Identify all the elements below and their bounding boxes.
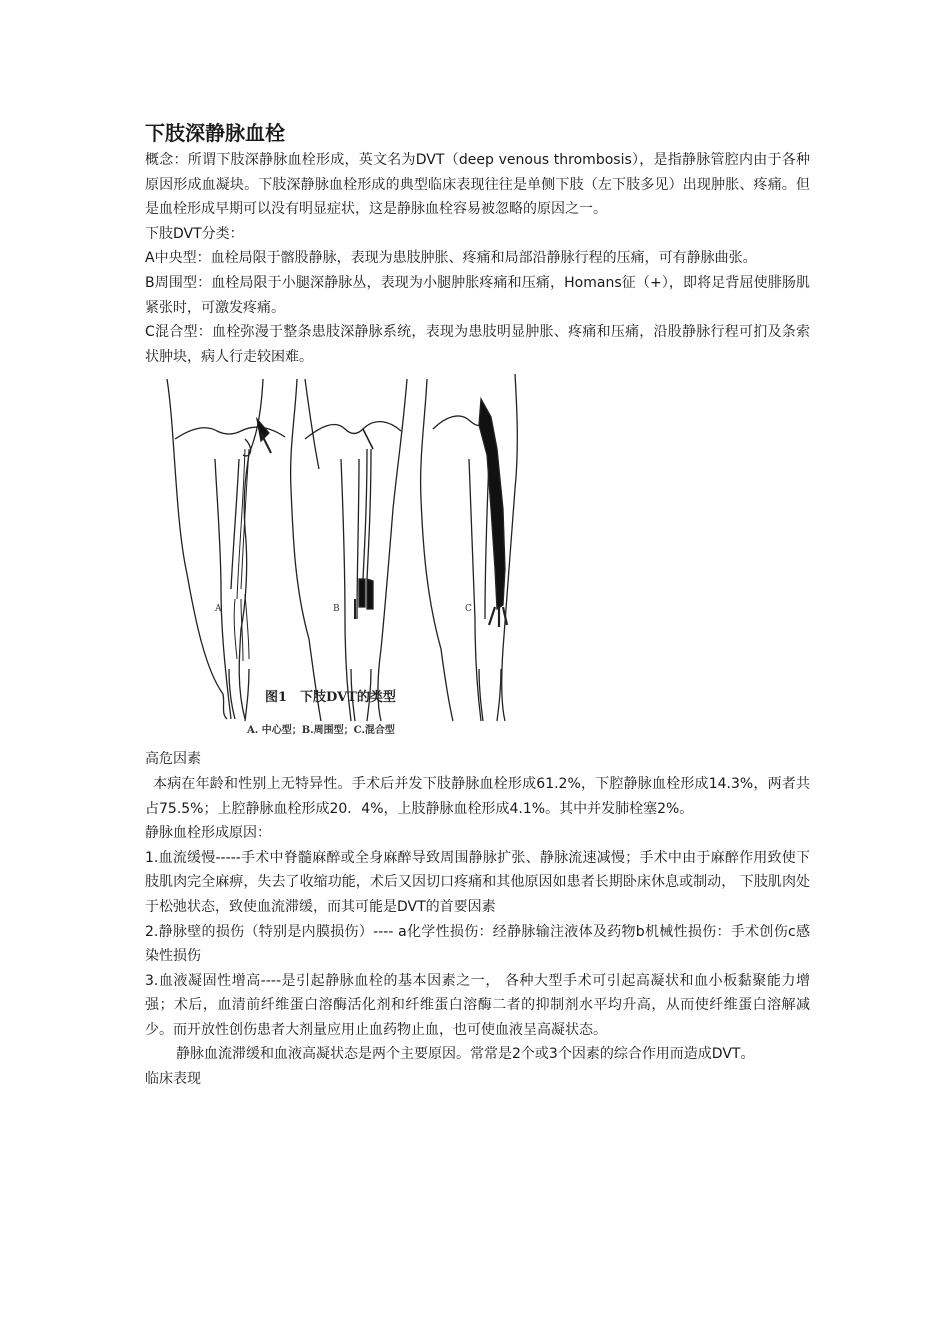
panel-label-b: B xyxy=(333,604,340,615)
panel-label-a: A xyxy=(215,604,222,615)
figure-subcaption: A. 中心型；B.周围型；C.混合型 xyxy=(247,725,395,737)
risk-factors-heading: 高危因素 xyxy=(145,751,201,768)
clinical-heading: 临床表现 xyxy=(145,1071,201,1088)
dvt-legs-illustration xyxy=(145,369,810,747)
classification-heading: 下肢DVT分类： xyxy=(145,225,244,242)
dvt-types-figure xyxy=(145,369,810,747)
leg-panel-a xyxy=(167,379,319,721)
leg-panel-b xyxy=(291,379,407,721)
cause-3-paragraph: 3.血液凝固性增高----是引起静脉血栓的基本因素之一， 各种大型手术可引起高凝状和血小板黏聚能力增强；术后，血清前纤维蛋白溶酶活化剂和纤维蛋白溶酶二者的抑制剂水平均升高，从而使纤维蛋白溶解减少。而开放性创伤患者大剂量应用止血药物止血，也可使血液呈高凝状态。 xyxy=(145,972,810,1038)
concept-paragraph: 概念：所谓下肢深静脉血栓形成，英文名为DVT（deep venous thrombosis），是指静脉管腔内由于各种原因形成血凝块。下肢深静脉血栓形成的典型临床表现往往是单侧下肢（左下肢多见）出现肿胀、疼痛。但是血栓形成早期可以没有明显症状，这是静脉血栓容易被忽略的原因之一。 xyxy=(145,152,810,218)
risk-statistics-paragraph: 本病在年龄和性别上无特异性。手术后并发下肢静脉血栓形成61.2%，下腔静脉血栓形成14.3%，两者共占75.5%；上腔静脉血栓形成20．4%，上肢静脉血栓形成4.1%。其中并发肺栓塞2%。 xyxy=(145,775,810,817)
figure-caption: 图1 下肢DVT的类型 xyxy=(265,690,396,706)
document-page xyxy=(145,118,810,1092)
causes-heading: 静脉血栓形成原因： xyxy=(145,825,271,842)
cause-2-paragraph: 2.静脉壁的损伤（特别是内膜损伤）---- a化学性损伤：经静脉输注液体及药物b机械性损伤：手术创伤c感染性损伤 xyxy=(145,923,810,965)
type-c-paragraph: C混合型：血栓弥漫于整条患肢深静脉系统，表现为患肢明显肿胀、疼痛和压痛，沿股静脉行程可扪及条索状肿块，病人行走较困难。 xyxy=(145,324,810,365)
leg-panel-c xyxy=(421,374,518,721)
type-b-paragraph: B周围型：血栓局限于小腿深静脉丛，表现为小腿肿胀疼痛和压痛，Homans征（+），即将足背屈使腓肠肌紧张时，可激发疼痛。 xyxy=(145,274,810,316)
type-a-paragraph: A中央型：血栓局限于髂股静脉，表现为患肢肿胀、疼痛和局部沿静脉行程的压痛，可有静脉曲张。 xyxy=(145,250,757,267)
summary-paragraph: 静脉血流滞缓和血液高凝状态是两个主要原因。常常是2个或3个因素的综合作用而造成DVT。 xyxy=(176,1046,755,1063)
cause-1-paragraph: 1.血流缓慢-----手术中脊髓麻醉或全身麻醉导致周围静脉扩张、静脉流速减慢；手术中由于麻醉作用致使下肢肌肉完全麻痹，失去了收缩功能，术后又因切口疼痛和其他原因如患者长期卧床休息或制动， 下肢肌肉处于松弛状态，致使血流滞缓，而其可能是DVT的首要因素 xyxy=(145,849,810,915)
panel-label-c: C xyxy=(465,604,472,615)
document-title: 下肢深静脉血栓 xyxy=(145,121,285,145)
